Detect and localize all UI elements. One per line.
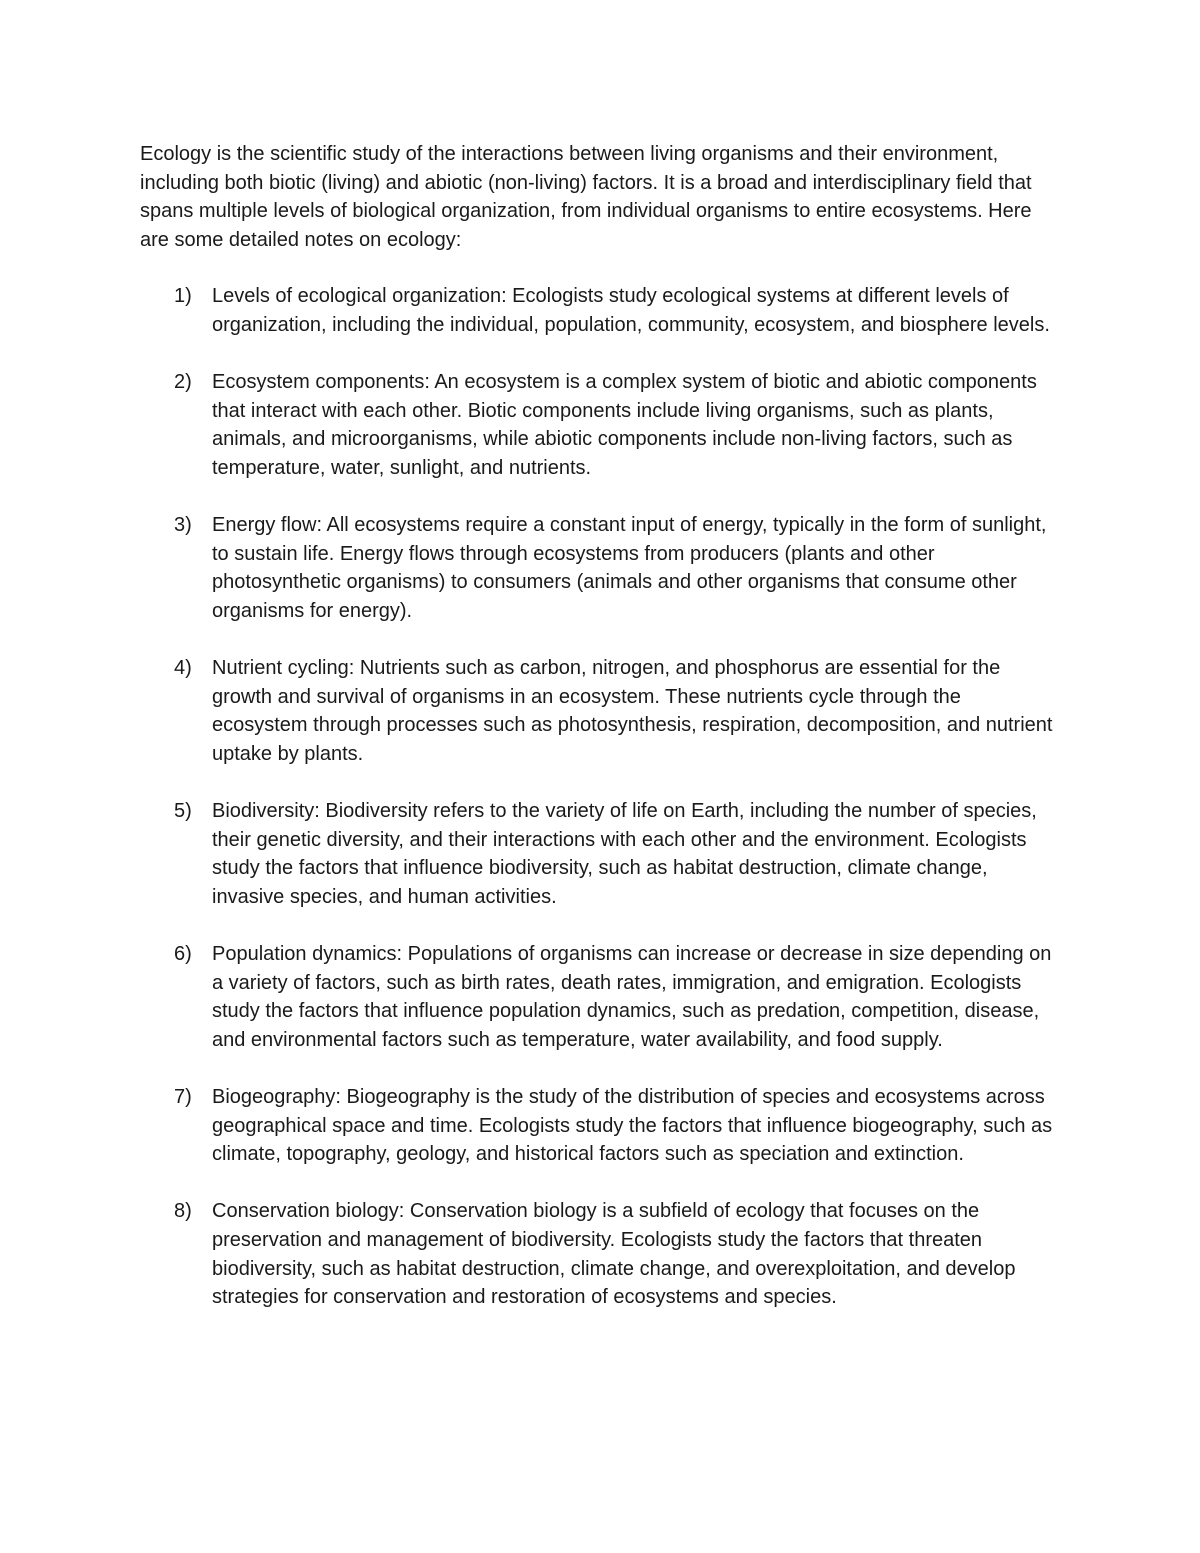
list-item-energy-flow <box>140 511 1060 625</box>
list-item-conservation-biology <box>140 1197 1060 1311</box>
list-item-ecosystem-components <box>140 368 1060 482</box>
list-item-levels-of-organization <box>140 282 1060 339</box>
list-item-number: 7) <box>174 1086 192 1108</box>
list-item-biodiversity <box>140 797 1060 911</box>
list-item-number: 8) <box>174 1200 192 1223</box>
list-item-population-dynamics <box>140 940 1060 1054</box>
list-item-text: Conservation biology: Conservation biology is a subfield of ecology that focuses on the preservation and management of biodiversity. Ecologists study the factors that threaten biodiversity, such as habitat destruction, climate change, and overexploitation, and develop strategies for conservation and restoration of ecosystems and species. <box>212 1200 1016 1309</box>
list-item-number: 5) <box>174 800 192 823</box>
list-item-text: Energy flow: All ecosystems require a constant input of energy, typically in the form of sunlight, to sustain life. Energy flows through ecosystems from producers (plants and other photosynthetic organisms) to consumers (animals and other organisms that consume other organisms for energy). <box>212 514 1047 622</box>
list-item-biogeography <box>140 1083 1060 1169</box>
list-item-text: Biodiversity: Biodiversity refers to the variety of life on Earth, including the number of species, their genetic diversity, and their interactions with each other and the environment. Ecologists study the factors that influence biodiversity, such as habitat destruction, climate change, invasive species, and human activities. <box>212 800 1037 908</box>
list-item-text: Biogeography: Biogeography is the study of the distribution of species and ecosystems across geographical space and time. Ecologists study the factors that influence biogeography, such as climate, topography, geology, and historical factors such as speciation and extinction. <box>212 1086 1053 1166</box>
list-item-text: Ecosystem components: An ecosystem is a complex system of biotic and abiotic components that interact with each other. Biotic components include living organisms, such as plants, animals, and microorganisms, while abiotic components include non-living factors, such as temperature, water, sunlight, and nutrients. <box>212 371 1037 479</box>
list-item-nutrient-cycling <box>140 654 1060 768</box>
list-item-number: 4) <box>174 657 192 680</box>
document-body <box>140 140 1060 1340</box>
list-item-text: Population dynamics: Populations of organisms can increase or decrease in size depending on a variety of factors, such as birth rates, death rates, immigration, and emigration. Ecologists study the factors that influence population dynamics, such as predation, competition, disease, and environmental factors such as temperature, water availability, and food supply. <box>212 943 1052 1051</box>
list-item-text: Nutrient cycling: Nutrients such as carbon, nitrogen, and phosphorus are essential for the growth and survival of organisms in an ecosystem. These nutrients cycle through the ecosystem through processes such as photosynthesis, respiration, decomposition, and nutrient uptake by plants. <box>212 657 1053 765</box>
list-item-number: 1) <box>174 285 192 308</box>
list-item-text: Levels of ecological organization: Ecologists study ecological systems at different levels of organization, including the individual, population, community, ecosystem, and biosphere levels. <box>212 285 1050 336</box>
ecology-notes-list <box>140 282 1060 1311</box>
list-item-number: 6) <box>174 943 192 966</box>
intro-paragraph: Ecology is the scientific study of the interactions between living organisms and their environment, including both biotic (living) and abiotic (non-living) factors. It is a broad and interdisciplinary field that spans multiple levels of biological organization, from individual organisms to entire ecosystems. Here are some detailed notes on ecology: <box>140 143 1032 251</box>
list-item-number: 3) <box>174 514 192 537</box>
list-item-number: 2) <box>174 371 192 394</box>
